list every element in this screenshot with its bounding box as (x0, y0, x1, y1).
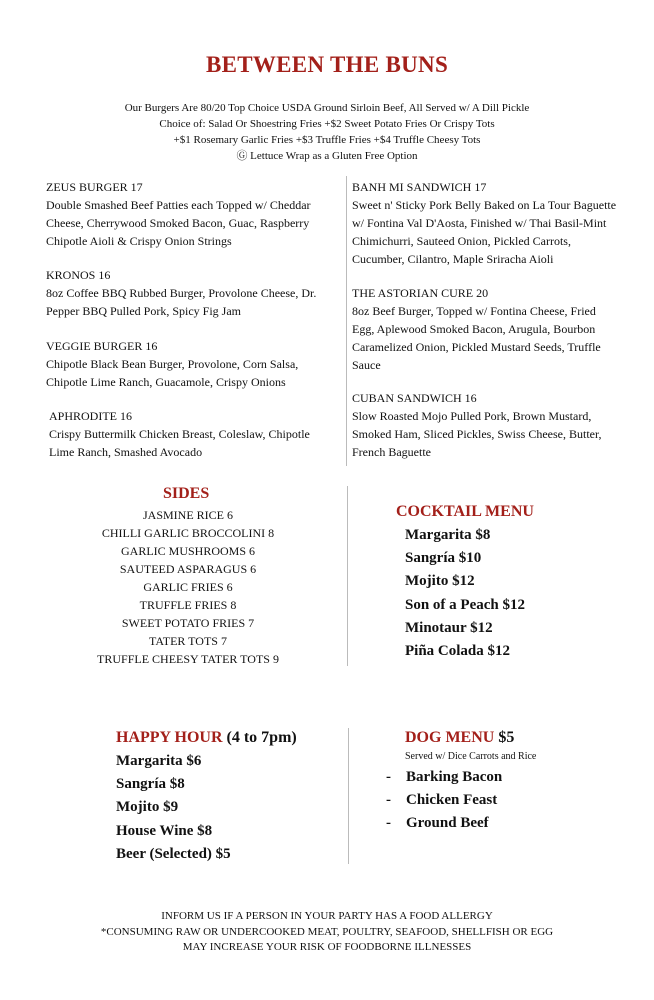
bullet-dash: - (386, 815, 391, 832)
item-name: APHRODITE 16 (49, 409, 132, 423)
happy-hour-item: Sangría $8 (116, 776, 185, 793)
burger-intro (0, 100, 654, 164)
menu-title: BETWEEN THE BUNS (205, 52, 449, 77)
dog-menu-title (405, 729, 514, 747)
dog-menu-price: $5 (498, 729, 515, 746)
happy-hour-title (116, 729, 297, 747)
item-name: KRONOS 16 (46, 268, 111, 282)
intro-line: Choice of: Salad Or Shoestring Fries +$2 Sweet Potato Fries Or Crispy Tots (159, 118, 495, 130)
happy-hour-list (116, 750, 231, 866)
item-name: THE ASTORIAN CURE 20 (352, 286, 489, 300)
side-item: TRUFFLE CHEESY TATER TOTS 9 (97, 652, 279, 666)
cocktail-item: Piña Colada $12 (405, 643, 511, 660)
item-name: ZEUS BURGER 17 (46, 180, 143, 194)
item-name: BANH MI SANDWICH 17 (352, 180, 487, 194)
happy-hour-item: House Wine $8 (116, 822, 213, 839)
side-item: JASMINE RICE 6 (142, 508, 233, 522)
cocktail-item: Mojito $12 (405, 573, 475, 590)
item-name: CUBAN SANDWICH 16 (352, 391, 477, 405)
dog-item-label: Chicken Feast (406, 792, 498, 809)
side-item: SWEET POTATO FRIES 7 (121, 616, 255, 630)
item-name: VEGGIE BURGER 16 (46, 339, 158, 353)
side-item: TATER TOTS 7 (149, 634, 227, 648)
cocktail-item: Son of a Peach $12 (405, 596, 525, 613)
dog-menu-list (386, 766, 502, 836)
happy-hour-item: Margarita $6 (116, 753, 202, 769)
cocktail-list (405, 524, 525, 663)
menu-item-zeus (46, 178, 336, 250)
dog-menu-item (386, 812, 502, 835)
happy-hour-times: (4 to 7pm) (226, 729, 297, 746)
intro-line: +$1 Rosemary Garlic Fries +$3 Truffle Fries +$4 Truffle Cheesy Tots (173, 134, 481, 146)
notice-line: INFORM US IF A PERSON IN YOUR PARTY HAS A FOOD ALLERGY (161, 910, 493, 922)
item-description: 8oz Coffee BBQ Rubbed Burger, Provolone Cheese, Dr. Pepper BBQ Pulled Pork, Spicy Fig Jam (46, 286, 317, 318)
cocktail-item: Minotaur $12 (405, 619, 493, 636)
side-item: SAUTEED ASPARAGUS 6 (119, 562, 257, 576)
item-description: Chipotle Black Bean Burger, Provolone, Corn Salsa, Chipotle Lime Ranch, Guacamole, Crispy Onions (46, 357, 299, 389)
menu-item-astorian-cure (352, 284, 620, 374)
notice-line: *CONSUMING RAW OR UNDERCOOKED MEAT, POULTRY, SEAFOOD, SHELLFISH OR EGG (100, 925, 554, 938)
menu-item-banh-mi (352, 178, 620, 268)
item-description: 8oz Beef Burger, Topped w/ Fontina Cheese, Fried Egg, Aplewood Smoked Bacon, Arugula, Bourbon Caramelized Onion, Pickled Mustard Seeds, Truffle Sauce (352, 304, 601, 372)
section-divider (348, 728, 349, 864)
allergy-notice (0, 909, 654, 956)
menu-item-cuban-sandwich (352, 389, 627, 461)
menu-item-kronos (46, 266, 336, 320)
dog-item-label: Barking Bacon (406, 769, 503, 785)
side-item: TRUFFLE FRIES 8 (139, 598, 237, 612)
dog-menu-note: Served w/ Dice Carrots and Rice (405, 751, 537, 762)
happy-hour-item: Beer (Selected) $5 (116, 845, 231, 862)
item-description: Crispy Buttermilk Chicken Breast, Coleslaw, Chipotle Lime Ranch, Smashed Avocado (49, 427, 310, 459)
dog-menu-item (386, 789, 502, 812)
bullet-dash: - (386, 769, 391, 785)
happy-hour-label: HAPPY HOUR (116, 729, 223, 746)
item-description: Sweet n' Sticky Pork Belly Baked on La Tour Baguette w/ Fontina Val D'Aosta, Finished w/ Thai Basil-Mint Chimichurri, Sauteed Onion, Pickled Carrots, Cucumber, Cilantro, Maple Sriracha Aioli (352, 198, 617, 266)
dog-item-label: Ground Beef (406, 815, 489, 832)
menu-item-aphrodite (49, 407, 319, 461)
cocktail-item: Sangría $10 (405, 550, 482, 567)
menu-item-veggie-burger (46, 337, 336, 391)
intro-line: Ⓖ Lettuce Wrap as a Gluten Free Option (236, 150, 418, 162)
dog-menu-label: DOG MENU (405, 729, 495, 746)
dog-menu-item (386, 766, 502, 789)
section-divider (347, 486, 348, 666)
sides-list (40, 506, 336, 668)
item-description: Slow Roasted Mojo Pulled Pork, Brown Mustard, Smoked Ham, Sliced Pickles, Swiss Cheese, Butter, French Baguette (352, 409, 602, 459)
cocktail-menu-title: COCKTAIL MENU (396, 503, 534, 520)
happy-hour-item: Mojito $9 (116, 799, 179, 816)
cocktail-item: Margarita $8 (405, 527, 491, 543)
sides-title: SIDES (163, 485, 210, 502)
bullet-dash: - (386, 792, 391, 809)
notice-line: MAY INCREASE YOUR RISK OF FOODBORNE ILLNESSES (182, 941, 472, 953)
side-item: CHILLI GARLIC BROCCOLINI 8 (101, 526, 275, 540)
column-divider (346, 176, 347, 466)
item-description: Double Smashed Beef Patties each Topped w/ Cheddar Cheese, Cherrywood Smoked Bacon, Guac, Raspberry Chipotle Aioli & Crispy Onion Strings (46, 198, 311, 248)
intro-line: Our Burgers Are 80/20 Top Choice USDA Ground Sirloin Beef, All Served w/ A Dill Pickle (124, 102, 530, 114)
side-item: GARLIC MUSHROOMS 6 (120, 544, 256, 558)
side-item: GARLIC FRIES 6 (143, 580, 233, 594)
